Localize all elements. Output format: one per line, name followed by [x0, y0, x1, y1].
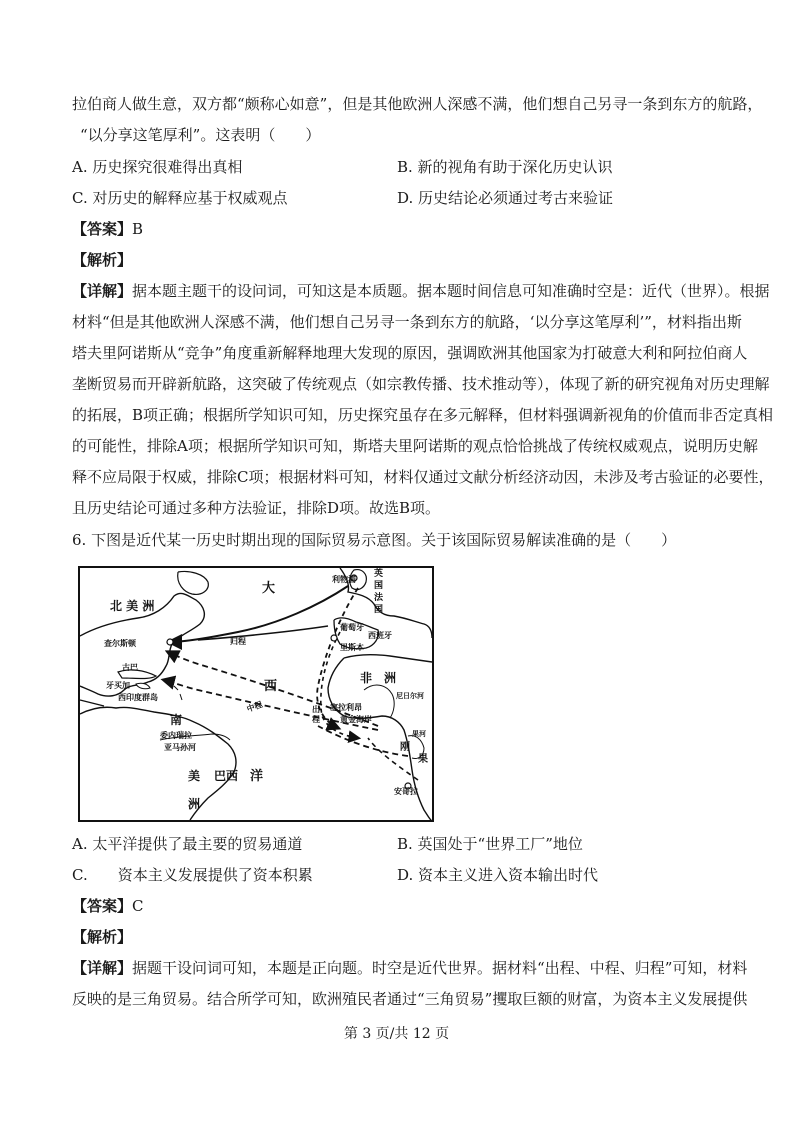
label-outbound-2: 程	[312, 715, 320, 724]
q5-option-b: B. 新的视角有助于深化历史认识	[397, 158, 613, 176]
label-venezuela: 委内瑞拉	[160, 731, 192, 740]
page-footer: 第 3 页/共 12 页	[343, 1026, 450, 1042]
q6-option-d: D. 资本主义进入资本输出时代	[397, 866, 599, 884]
q5-answer-value: B	[132, 220, 144, 238]
label-da: 大	[262, 581, 276, 596]
label-lisbon: 里斯本	[340, 643, 364, 652]
label-return-route: 归程	[230, 637, 246, 646]
label-cuba: 古巴	[122, 663, 138, 672]
label-portugal: 葡萄牙	[340, 623, 364, 632]
label-zhou: 洲	[188, 797, 201, 811]
label-spain: 西班牙	[368, 631, 392, 640]
label-south: 南	[170, 713, 183, 727]
label-xi: 西	[264, 679, 278, 694]
label-america: 美	[188, 769, 201, 783]
q6-analysis-tag: 【解析】	[72, 928, 133, 946]
q5-detail-line-6: 的可能性，排除A项；根据所学知识可知，斯塔夫里阿诺斯的观点恰恰挑战了传统权威观点，说明历史解	[72, 437, 758, 455]
label-liverpool: 利物浦	[332, 575, 356, 584]
label-niger: 尼日尔河	[396, 692, 424, 700]
q6-answer-value: C	[132, 897, 144, 915]
q6-answer	[72, 896, 732, 916]
q5-option-a: A. 历史探究很难得出真相	[72, 158, 243, 176]
label-jamaica: 牙买加	[106, 681, 130, 690]
label-brazil: 巴西	[214, 769, 239, 783]
q5-detail-line-2: 材料“但是其他欧洲人深感不满，他们想自己另寻一条到东方的航路，‘以分享这笔厚利’”，材料指出斯	[72, 313, 742, 331]
q5-answer	[72, 219, 732, 239]
label-uk-1: 英	[374, 569, 384, 579]
q5-analysis-label	[72, 250, 732, 270]
q5-detail-text-1: 据本题主题干的设问词，可知这是本质题。据本题时间信息可知准确时空是：近代（世界）。根据	[132, 282, 770, 300]
label-uk-2: 国	[374, 581, 384, 591]
q5-detail-line-8: 且历史结论可通过多种方法验证，排除D项。故选B项。	[72, 499, 441, 517]
label-north-america: 北 美 洲	[110, 599, 155, 613]
label-congo-1: 刚	[400, 742, 410, 753]
charleston-dot	[167, 639, 173, 645]
q5-answer-label: 【答案】	[72, 220, 133, 238]
label-france-2: 国	[374, 605, 384, 615]
q6-answer-label: 【答案】	[72, 897, 133, 915]
label-outbound-1: 出	[312, 705, 320, 714]
q5-detail-line-4: 垄断贸易而开辟新航路，这突破了传统观点（如宗教传播、技术推动等），体现了新的研究视角对历史理解	[72, 375, 770, 393]
lisbon-dot	[331, 635, 337, 641]
q6-option-b: B. 英国处于“世界工厂”地位	[397, 835, 583, 853]
q5-detail-line-7: 释不应局限于权威，排除C项；根据材料可知，材料仅通过文献分析经济动因，未涉及考古验证的必要性，	[72, 468, 774, 486]
label-amazon: 亚马孙河	[164, 743, 196, 752]
q5-analysis-tag: 【解析】	[72, 251, 133, 269]
q6-stem: 6. 下图是近代某一历史时期出现的国际贸易示意图。关于该国际贸易解读准确的是（ ）	[72, 531, 677, 549]
q5-detail-line-1	[72, 281, 770, 301]
label-charleston: 查尔斯顿	[104, 639, 136, 648]
label-france-1: 法	[374, 593, 384, 603]
label-gold-coast: 黄金海岸	[340, 715, 372, 724]
label-congo-river: 果河	[412, 730, 426, 738]
label-congo-2: 果	[418, 754, 428, 765]
label-middle-route: 中程	[245, 699, 264, 714]
q6-detail-label: 【详解】	[72, 959, 133, 977]
q5-detail-label: 【详解】	[72, 282, 133, 300]
q6-option-c: C. 资本主义发展提供了资本积累	[72, 866, 313, 884]
label-sierra-leone: 塞拉利昂	[330, 703, 362, 712]
q6-option-a: A. 太平洋提供了最主要的贸易通道	[72, 835, 303, 853]
label-yang: 洋	[250, 769, 264, 784]
triangle-trade-map	[78, 566, 434, 822]
q5-option-c: C. 对历史的解释应基于权威观点	[72, 189, 288, 207]
label-africa: 非 洲	[360, 671, 397, 685]
label-west-indies: 西印度群岛	[118, 693, 158, 702]
q6-analysis-label	[72, 927, 732, 947]
q5-stem-line-2: “以分享这笔厚利”。这表明（ ）	[80, 126, 321, 144]
q6-detail-line-1	[72, 958, 748, 978]
q6-detail-line-2: 反映的是三角贸易。结合所学可知，欧洲殖民者通过“三角贸易”攫取巨额的财富，为资本主义发展提供	[72, 990, 748, 1008]
label-angola: 安哥拉	[394, 787, 418, 796]
q5-option-d: D. 历史结论必须通过考古来验证	[397, 189, 614, 207]
q5-stem-line-1: 拉伯商人做生意，双方都“颇称心如意”，但是其他欧洲人深感不满，他们想自己另寻一条到东方的航路，	[72, 95, 763, 113]
q5-detail-line-3: 塔夫里阿诺斯从“竞争”角度重新解释地理大发现的原因，强调欧洲其他国家为打破意大利和阿拉伯商人	[72, 344, 748, 362]
q6-detail-text-1: 据题干设问词可知，本题是正向题。时空是近代世界。据材料“出程、中程、归程”可知，材料	[132, 959, 748, 977]
q5-detail-line-5: 的拓展，B项正确；根据所学知识可知，历史探究虽存在多元解释，但材料强调新视角的价值而非否定真相	[72, 406, 774, 424]
